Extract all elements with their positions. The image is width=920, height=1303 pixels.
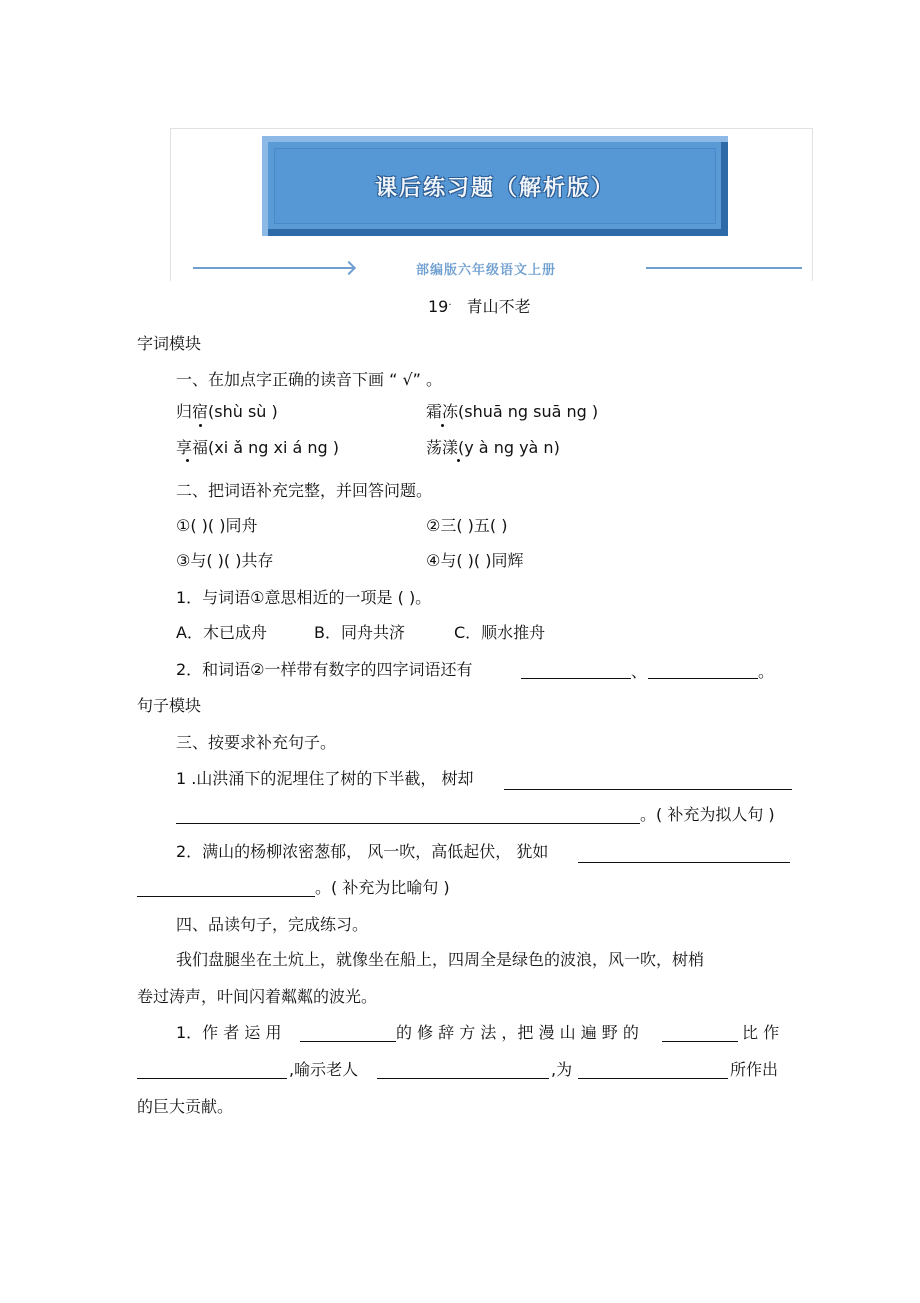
title-plaque xyxy=(262,136,728,236)
q3-prompt: 三、按要求补充句子。 xyxy=(176,733,337,752)
answer-line xyxy=(137,896,315,897)
q4-sub1-text: 所作出 xyxy=(730,1060,779,1079)
q1-item: 归宿(shù sù ) xyxy=(176,402,278,421)
q4-sub1-text: 1．作 者 运 用 xyxy=(176,1023,282,1042)
banner-rule-right xyxy=(646,267,802,269)
answer-line xyxy=(578,1078,728,1079)
answer-line xyxy=(137,1078,287,1079)
q2-blank: ①( )( )同舟 xyxy=(176,516,258,535)
q2-sub2-end: 。 xyxy=(758,662,775,681)
q1-item: 霜冻(shuā ng suā ng ) xyxy=(426,402,599,421)
q4-sub1-text: 比 作 xyxy=(742,1023,780,1042)
q1-item: 享福(xi ǎ ng xi á ng ) xyxy=(176,438,340,457)
q4-sub1-text: 的 修 辞 方 法 ，把 漫 山 遍 野 的 xyxy=(396,1023,639,1042)
emphasis-dot xyxy=(441,424,444,427)
q2-option: B．同舟共济 xyxy=(314,623,405,642)
lesson-number: 19 xyxy=(428,297,449,316)
lesson-heading xyxy=(428,297,531,320)
answer-line xyxy=(176,823,640,824)
banner-rule-left xyxy=(193,267,353,269)
lesson-dot: . xyxy=(448,297,452,308)
answer-line xyxy=(377,1078,549,1079)
q2-blank: ②三( )五( ) xyxy=(426,516,508,535)
q2-sub2-sep: 、 xyxy=(631,662,648,681)
answer-line xyxy=(578,862,790,863)
q2-blank: ③与( )( )共存 xyxy=(176,551,274,570)
emphasis-dot xyxy=(186,459,189,462)
q2-option: C．顺水推舟 xyxy=(454,623,546,642)
section-words: 字词模块 xyxy=(137,334,202,353)
answer-line xyxy=(300,1041,396,1042)
q2-option: A．木已成舟 xyxy=(176,623,267,642)
q3-requirement: 。( 补充为拟人句 ) xyxy=(640,805,775,824)
q2-sub2: 2．和词语②一样带有数字的四字词语还有 xyxy=(176,660,473,679)
title-plaque-inner xyxy=(274,148,716,224)
answer-line xyxy=(662,1041,738,1042)
passage-line: 卷过涛声，叶间闪着粼粼的波光。 xyxy=(137,987,378,1006)
q3-requirement: 。( 补充为比喻句 ) xyxy=(315,878,450,897)
q4-sub1-text: ,喻示老人 xyxy=(289,1060,359,1079)
q4-sub1-text: 的巨大贡献。 xyxy=(137,1097,234,1116)
emphasis-dot xyxy=(199,424,202,427)
answer-line xyxy=(648,678,758,679)
section-sentences: 句子模块 xyxy=(137,696,202,715)
q1-prompt: 一、在加点字正确的读音下画 “ √” 。 xyxy=(176,370,443,389)
q2-blank: ④与( )( )同辉 xyxy=(426,551,524,570)
passage-line: 我们盘腿坐在土炕上，就像坐在船上，四周全是绿色的波浪，风一吹，树梢 xyxy=(176,950,705,969)
q2-prompt: 二、把词语补充完整，并回答问题。 xyxy=(176,481,433,500)
answer-line xyxy=(504,789,792,790)
q4-sub1-text: ,为 xyxy=(551,1060,573,1079)
q2-sub1: 1．与词语①意思相近的一项是 ( )。 xyxy=(176,588,432,607)
grade-subtitle: 部编版六年级语文上册 xyxy=(416,263,557,278)
q3-sentence: 2．满山的杨柳浓密葱郁， 风一吹，高低起伏， 犹如 xyxy=(176,842,549,861)
q3-sentence: 1 .山洪涌下的泥埋住了树的下半截， 树却 xyxy=(176,769,474,788)
answer-line xyxy=(521,678,631,679)
emphasis-dot xyxy=(457,459,460,462)
worksheet-title: 课后练习题（解析版） xyxy=(374,175,615,201)
q4-prompt: 四、品读句子，完成练习。 xyxy=(176,915,369,934)
lesson-title: 青山不老 xyxy=(466,297,531,316)
q1-item: 荡漾(y à ng yà n) xyxy=(426,438,560,457)
